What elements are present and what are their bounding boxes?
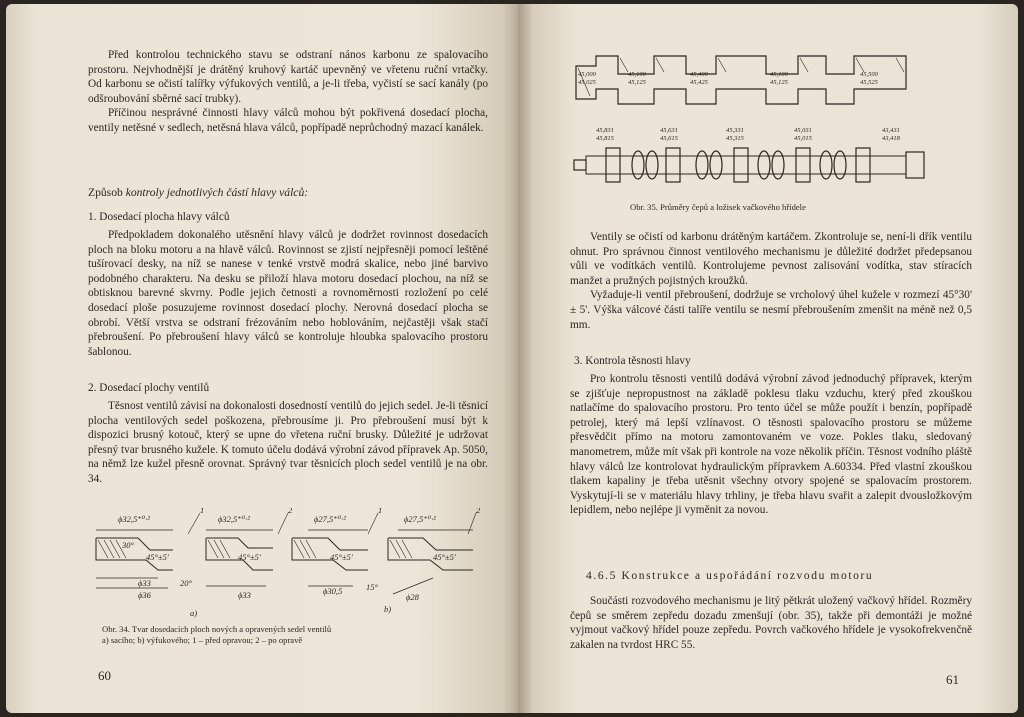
figure-34-valve-seats — [88, 508, 488, 618]
item2-text: Těsnost ventilů závisí na dokonalosti dosedností ventilů do jejich sedel. Je-li těsnicí plocha ventilových sedel poškozena, přebrousíme ji. Pro přebroušení musí být k dispozici brusný kotouč, který se upne do vřetena ruční brusky. Důležité je udržovat přesný tvar brusného kužele. K tomuto účelu dodává výrobní závod přípravek Ap. 5050, na němž lze kužel přesně orovnat. Správný tvar těsnicích ploch sedel ventilů je na obr. 34. — [88, 400, 488, 485]
dim-label: ϕ30,5 — [323, 586, 343, 596]
left-page — [6, 4, 518, 713]
item3-heading: 3. Kontrola těsnosti hlavy — [574, 355, 691, 367]
journal-label: 45,125 — [770, 79, 788, 86]
dim-label: ϕ32,5⁺⁰·² — [118, 514, 150, 524]
method-italic: kontroly jednotlivých částí hlavy válců: — [125, 186, 309, 199]
item2-heading: 2. Dosedací plochy ventilů — [88, 382, 210, 394]
dim-label: 1 — [378, 508, 383, 515]
journal-label: 45,125 — [628, 79, 646, 86]
section-text: Součásti rozvodového mechanismu je litý pětkrát uložený vačkový hřídel. Rozměry čepů se směrem zepředu dozadu zmenšují (obr. 35), takže při demontáži je možné vyjmout vačkový hřídel pouze zepředu. Povrch vačkového hřídele je vysokofrekvenčně zakalen na tvrdost HRC 55. — [570, 595, 972, 651]
page-number-right: 61 — [946, 672, 959, 687]
item3-text: Pro kontrolu těsnosti ventilů dodává výrobní závod jednoduchý přípravek, kterým se zjišťuje nepropustnost na základě poklesu tlaku vzduchu, který před zkouškou natlačíme do spalovacího prostoru. Pro tento účel se může použít i benzín, popřípadě petrolej, který má lepší vzlínavost. O těsnosti spalovacího prostoru se můžeme přesvědčit přímo na motoru zamontovaném ve voze. Pokles tlaku, sledovaný manometrem, může mít však při kontrole na voze několik příčin. Těsnost vodního pláště hlavy válců lze kontrolovat hydraulickým přípravkem A.60334. Před vlastní zkouškou tlakem kapaliny je třeba utěsnit všechny otvory spojené se spalovacím prostorem. Vyskytují-li se v materiálu hlavy trhliny, je třeba hlavu svařit a zalepit dvousložkovým lepidlem, nebo nejlépe ji vyměnit za novou. — [570, 373, 972, 517]
journal-label: 45,425 — [690, 79, 708, 86]
method-heading — [88, 186, 488, 201]
dim-label: 45°±5' — [146, 552, 169, 562]
caption-line-1: Obr. 34. Tvar dosedacích ploch nových a opravených sedel ventilů — [102, 624, 332, 634]
dim-label: 30° — [122, 540, 134, 550]
intro-paragraph-2: Příčinou nesprávné činnosti hlavy válců mohou být pokřivená dosedací plocha, ventily netěsné v sedlech, netěsná hlava válců, popřípadě neprůchodný mazací kanálek. — [88, 107, 488, 134]
right-paragraph-2: Vyžaduje-li ventil přebroušení, dodržuje se vrcholový úhel kužele v rozmezí 45°30' ± 5'. Výška válcové části talíře ventilu se nesmí přebroušením zmenšit na méně než 0,5 mm. — [570, 289, 972, 331]
bearing-label: 45,315 — [726, 135, 744, 142]
dim-label: 1 — [200, 508, 205, 515]
journal-label: 45,025 — [578, 79, 596, 86]
item1-text: Předpokladem dokonalého utěsnění hlavy válců je dodržet rovinnost dosedacích ploch na bloku motoru a na hlavě válců. Rovinnost se zjistí nejpřesněji pomocí leštěné tušírovací desky, na níž se nanese v tenké vrstvě modrá skalice, nebo jiné barvivo podobného charakteru. Na desku se přiloží hlava motoru dosedací plochou, na níž se obtisknou barevné skvrny. Podle jejich četnosti a rovnoměrnosti rozložení po celé dosedací ploše posuzujeme rovinnost dosedací plochy. Nerovná dosedací plocha se obrobí. Větší vrstva se odstraní frézováním nebo hoblováním, nejčastěji však stačí přebroušení. Po přebroušení hlavy válců se kontroluje hloubka spalovacího prostoru šablonou. — [88, 229, 488, 358]
dim-label: 45°±5' — [238, 552, 261, 562]
right-paragraph-1: Ventily se očistí od karbonu drátěným kartáčem. Zkontroluje se, není-li dřík ventilu ohnut. Pro správnou činnost ventilového mechanismu je důležité dodržet předepsanou vůli ve vodítkách ventilů. Kontrolujeme pevnost zalisování vodítka, stav stíracích manžet a pružných pojistných kroužků. — [570, 231, 972, 287]
dim-label: ϕ33 — [138, 578, 151, 588]
journal-label: 45,100 — [628, 71, 646, 78]
right-paragraphs — [570, 230, 972, 332]
dim-label: a) — [190, 608, 198, 618]
journal-label: 45,500 — [860, 71, 878, 78]
bearing-label: 43,431 — [882, 127, 900, 134]
journal-label: 45,400 — [690, 71, 708, 78]
dim-label: ϕ27,5⁺⁰·² — [404, 514, 436, 524]
item1-heading: 1. Dosedací plocha hlavy válců — [88, 211, 230, 223]
figure-35-caption: Obr. 35. Průměry čepů a ložisek vačkového hřídele — [630, 202, 806, 212]
bearing-label: 45,331 — [726, 127, 744, 134]
dim-label: ϕ32,5⁺⁰·² — [218, 514, 250, 524]
bearing-label: 45,631 — [660, 127, 678, 134]
bearing-label: 45,615 — [660, 135, 678, 142]
dim-label: 15° — [366, 582, 378, 592]
bearing-label: 43,418 — [882, 135, 900, 142]
right-page — [518, 4, 1018, 713]
journal-label: 45,100 — [770, 71, 788, 78]
figure-35-camshaft — [566, 44, 946, 204]
intro-paragraph-1: Před kontrolou technického stavu se odstraní nános karbonu ze spalovacího prostoru. Nejvhodnější je drátěný kruhový kartáč upevněný ve vřetenu ruční vrtačky. Od karbonu se očistí talířky výfukových ventilů, a je-li třeba, vyčistí se sací kanály (po odšroubování sběrné sací trubky). — [88, 49, 488, 105]
dim-label: ϕ36 — [138, 590, 151, 600]
dim-label: b) — [384, 604, 392, 614]
journal-label: 45,525 — [860, 79, 878, 86]
dim-label: 45°±5' — [433, 552, 456, 562]
bearing-label: 45,031 — [794, 127, 812, 134]
dim-label: 2 — [288, 508, 293, 515]
bearing-label: 45,831 — [596, 127, 614, 134]
caption-line-2: a) sacího; b) výfukového; 1 – před opravou; 2 – po opravě — [102, 635, 303, 645]
dim-label: 2 — [476, 508, 481, 515]
intro-text — [88, 48, 488, 136]
figure-34-caption — [102, 624, 492, 646]
bearing-label: 45,015 — [794, 135, 812, 142]
journal-label: 45,000 — [578, 71, 596, 78]
dim-label: ϕ27,5⁺⁰·² — [314, 514, 346, 524]
dim-label: 20° — [180, 578, 192, 588]
section-title: 4.6.5 Konstrukce a uspořádání rozvodu motoru — [586, 570, 874, 582]
dim-label: ϕ33 — [238, 590, 251, 600]
page-number-left: 60 — [98, 668, 111, 683]
dim-label: ϕ28 — [406, 592, 419, 602]
dim-label: 45°±5' — [330, 552, 353, 562]
method-prefix: Způsob — [88, 186, 123, 199]
bearing-label: 45,815 — [596, 135, 614, 142]
